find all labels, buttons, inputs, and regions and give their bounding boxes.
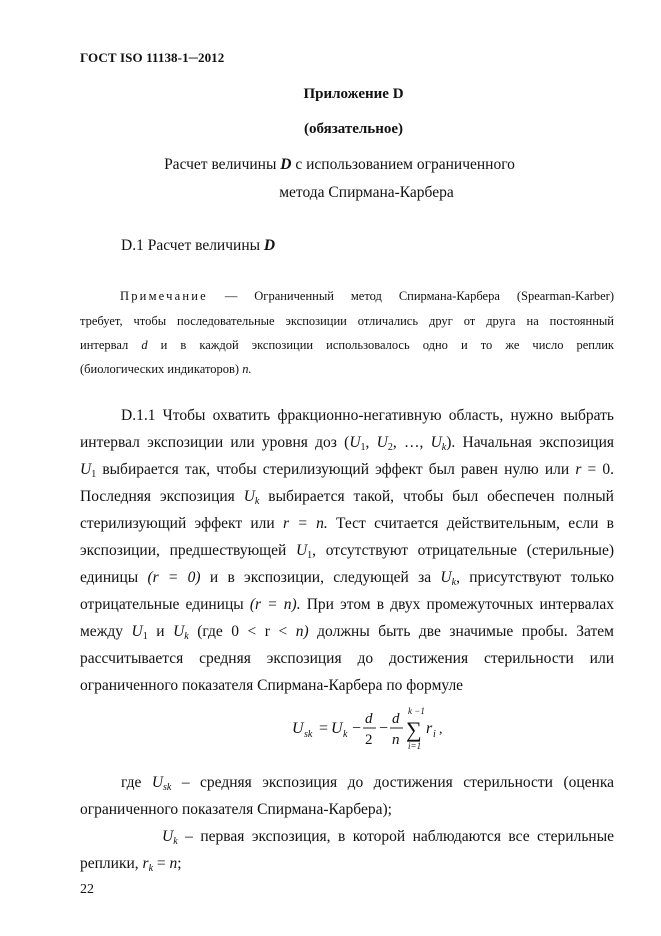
symbol-d: D — [280, 156, 292, 173]
formula-r: r — [426, 720, 433, 737]
paragraph-line-8: отрицательные единицы (r = n). При этом в двух промежуточных интервалах — [80, 596, 614, 613]
paragraph-line-5: стерилизующий эффект или r = n. Тест считается действительным, если в — [80, 515, 614, 532]
definition-line-4: реплики, $r_k = n$; — [80, 855, 182, 874]
paragraph-line-7: единицы (r = 0) и в экспозиции, следующей за $U_k$, присутствуют только — [80, 569, 614, 588]
formula-lhs-sub: sk — [304, 729, 313, 740]
paragraph-line-11: ограниченного показателя Спирмана-Карбера по формуле — [80, 677, 464, 694]
formula-d-1: d — [365, 711, 373, 727]
formula-minus-2: − — [379, 720, 389, 737]
note-line-3: интервал d и в каждой экспозиции использовалось одно и то же число реплик — [80, 338, 614, 352]
note-line-1: Примечание — Ограниченный метод Спирмана-Карбера (Spearman-Karber) — [120, 289, 614, 303]
definition-line-1: где $U_{sk}$ – средняя экспозиция до достижения стерильности (оценка — [121, 774, 614, 793]
paragraph-line-4: Последняя экспозиция $U_k$ выбирается такой, чтобы был обеспечен полный — [80, 488, 614, 507]
note-line-4: (биологических индикаторов) n. — [80, 362, 252, 376]
spearman-karber-formula — [290, 705, 480, 755]
formula-d-2: d — [392, 711, 400, 727]
appendix-title: Приложение D — [303, 86, 404, 102]
definition-line-2: ограниченного показателя Спирмана-Карбера); — [80, 801, 392, 818]
formula-r-sub: i — [433, 729, 436, 740]
definition-line-3: $U_k$ – первая экспозиция, в которой наблюдаются все стерильные — [162, 828, 614, 847]
note-label: Примечание — [120, 289, 208, 303]
paragraph-line-1: D.1.1 Чтобы охватить фракционно-негативную область, нужно выбрать — [121, 407, 614, 424]
formula-sum-upper: k −1 — [408, 706, 425, 716]
formula-end: , — [439, 722, 443, 737]
section-title: D.1 Расчет величины D — [121, 237, 276, 254]
paragraph-line-10: рассчитывается средняя экспозиция до достижения стерильности или — [80, 650, 614, 667]
appendix-heading-line1: Расчет величины D с использованием ограниченного — [164, 156, 515, 173]
formula-two: 2 — [365, 732, 373, 748]
formula-sigma: ∑ — [406, 717, 422, 742]
formula-eq: = — [319, 720, 329, 737]
formula-rhs-u: U — [331, 720, 343, 737]
formula-lhs-u: U — [292, 720, 304, 737]
paragraph-line-6: экспозиции, предшествующей $U_1$, отсутствуют отрицательные (стерильные) — [80, 542, 615, 561]
formula-minus-1: − — [352, 720, 362, 737]
formula-sum-lower: i=1 — [408, 741, 422, 751]
document-header: ГОСТ ISO 11138-1─2012 — [80, 50, 225, 65]
paragraph-line-3: $U_1$ выбирается так, чтобы стерилизующий эффект был равен нулю или r = 0. — [80, 461, 614, 480]
page-number: 22 — [80, 882, 94, 897]
appendix-heading-line2: метода Спирмана-Карбера — [279, 184, 454, 201]
appendix-status: (обязательное) — [303, 121, 404, 137]
paragraph-line-2: интервал экспозиции или уровня доз ($U_1$, $U_2$, …, $U_k$). Начальная экспозиция — [80, 434, 614, 453]
formula-rhs-sub: k — [343, 729, 348, 740]
note-line-2: требует, чтобы последовательные экспозиции отличались друг от друга на постоянный — [80, 314, 614, 328]
formula-n: n — [392, 732, 400, 748]
paragraph-line-9: между $U_1$ и $U_k$ (где 0 < r < n) должны быть две значимые пробы. Затем — [80, 623, 614, 642]
